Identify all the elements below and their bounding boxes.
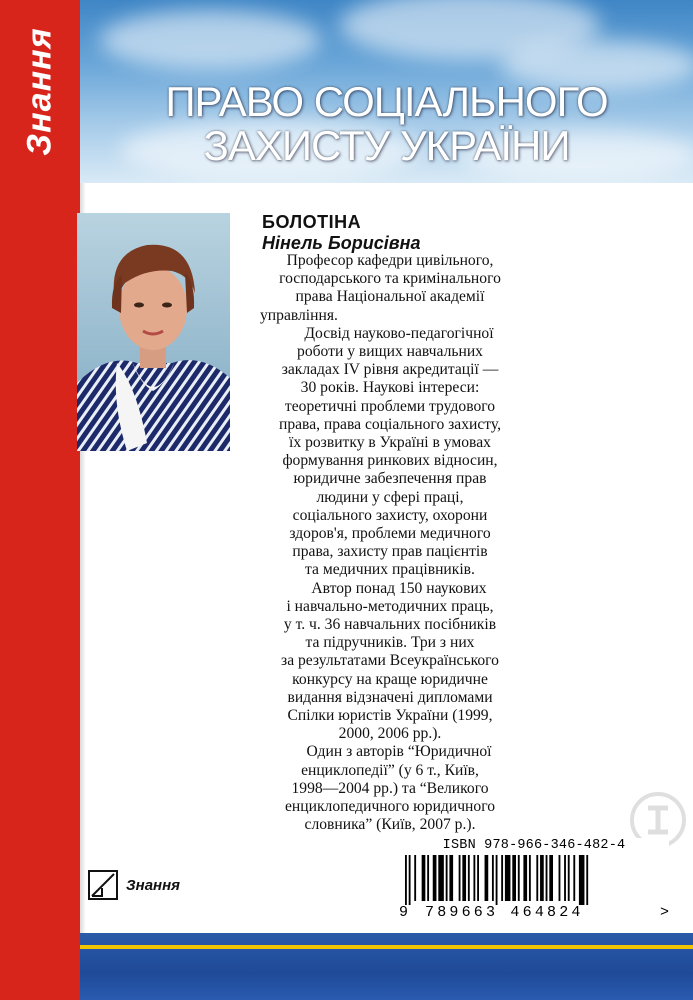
bio-paragraph-4	[230, 743, 550, 834]
bio-line: за результатами Всеукраїнського	[281, 652, 499, 670]
barcode-bar	[540, 855, 544, 901]
bio-line: закладах IV рівня акредитації —	[281, 361, 499, 379]
author-name	[258, 212, 528, 254]
title-line-2: ЗАХИСТУ УКРАЇНИ	[203, 122, 570, 169]
bio-line: господарського та кримінального	[279, 270, 501, 288]
sky-banner	[80, 0, 693, 183]
barcode-bar	[546, 855, 548, 901]
bio-line: 1998—2004 рр.) та “Великого	[291, 779, 489, 797]
bio-line: та підручників. Три з них	[305, 634, 475, 652]
bio-line: права, захисту прав пацієнтів	[292, 543, 488, 561]
barcode-bar	[529, 855, 531, 901]
bio-line: формування ринкових відносин,	[282, 452, 498, 470]
bio-paragraph-2	[230, 325, 550, 580]
bio-line: Один з авторів “Юридичної	[306, 743, 492, 761]
barcode-bar	[512, 855, 516, 901]
bio-line: права, права соціального захисту,	[278, 415, 502, 433]
bio-line: конкурсу на краще юридичне	[292, 670, 488, 688]
bio-line: видання відзначені дипломами	[287, 688, 493, 706]
barcode-bar	[573, 855, 575, 901]
book-title	[80, 80, 693, 168]
bio-line: і навчально-методичних праць,	[286, 597, 494, 615]
spine-label	[0, 0, 80, 183]
bio-line: їх розвитку в Україні в умовах	[289, 434, 491, 452]
barcode-bar	[462, 855, 466, 901]
barcode-bar	[586, 855, 588, 905]
barcode-bar	[473, 855, 475, 901]
barcode-bar	[559, 855, 561, 901]
bio-paragraph-3	[230, 580, 550, 744]
bio-line: соціального захисту, охорони	[292, 506, 488, 524]
barcode-bars	[405, 855, 663, 905]
barcode-bar	[579, 855, 585, 905]
bio-line: юридичне забезпечення прав	[293, 470, 487, 488]
barcode-digit-groups: 789663 464824	[425, 904, 584, 921]
barcode-bar	[485, 855, 489, 901]
bio-line: Автор понад 150 наукових	[311, 579, 487, 597]
bio-paragraph-1	[230, 252, 550, 325]
bottom-blue-band	[80, 933, 693, 1000]
bottom-red-corner	[0, 933, 80, 1000]
bio-line: Спілки юристів України (1999,	[287, 707, 493, 725]
bio-line: енциклопедії” (у 6 т., Київ,	[301, 761, 479, 779]
title-line-1: ПРАВО СОЦІАЛЬНОГО	[165, 78, 608, 125]
bio-line: Досвід науково-педагогічної	[304, 324, 494, 342]
publisher-name: Знання	[126, 876, 180, 894]
barcode-bar	[518, 855, 520, 901]
barcode-bar	[422, 855, 426, 901]
barcode-arrow: >	[659, 904, 669, 921]
bio-line: роботи у вищих навчальних	[297, 343, 483, 361]
barcode-bar	[505, 855, 511, 901]
bio-line: словника” (Київ, 2007 р.).	[304, 816, 476, 834]
barcode-bar	[449, 855, 453, 901]
barcode-bar	[496, 855, 498, 905]
red-rule	[72, 470, 76, 1000]
publisher	[88, 870, 180, 900]
barcode-bar	[536, 855, 538, 901]
author-portrait	[77, 213, 230, 451]
barcode-bar	[405, 855, 407, 905]
bio-line: людини у сфері праці,	[316, 488, 464, 506]
barcode-bar	[409, 855, 411, 905]
barcode-bar	[459, 855, 461, 901]
bio-line: Професор кафедри цивільного,	[286, 252, 494, 269]
barcode-bar	[438, 855, 444, 901]
bio-line: 30 років. Наукові інтереси:	[300, 379, 480, 397]
barcode-bar	[564, 855, 566, 901]
barcode-bar	[446, 855, 448, 901]
bio-line: 2000, 2006 рр.).	[338, 725, 442, 743]
author-surname: БОЛОТІНА	[262, 212, 362, 232]
barcode-bar	[427, 855, 429, 901]
bio-line: теоретичні проблеми трудового	[284, 397, 496, 415]
author-bio	[230, 252, 550, 835]
bio-line: та медичних працівників.	[305, 561, 475, 579]
bio-line: права Національної академії	[295, 288, 485, 306]
barcode-bar	[414, 855, 416, 901]
bio-line: управління.	[260, 306, 338, 324]
barcode-bar	[477, 855, 479, 901]
barcode-bar	[501, 855, 503, 901]
barcode-bar	[549, 855, 553, 901]
publisher-logo-icon	[88, 870, 118, 900]
author-given-name: Нінель Борисівна	[262, 233, 421, 253]
barcode-bar	[568, 855, 570, 901]
barcode-bar	[468, 855, 470, 901]
bio-line: у т. ч. 36 навчальних посібників	[283, 616, 497, 634]
barcode-bar	[492, 855, 494, 901]
bio-line: енциклопедичного юридичного	[285, 798, 495, 816]
barcode-bar	[433, 855, 437, 901]
barcode-bar	[523, 855, 527, 901]
barcode-first-digit: 9	[399, 904, 409, 921]
isbn-text: ISBN 978-966-346-482-4	[442, 838, 626, 853]
bottom-yellow-stripe	[80, 945, 693, 949]
spine-text: Знання	[20, 27, 59, 156]
bio-line: здоров'я, проблеми медичного	[289, 525, 491, 543]
isbn-barcode	[399, 838, 669, 922]
